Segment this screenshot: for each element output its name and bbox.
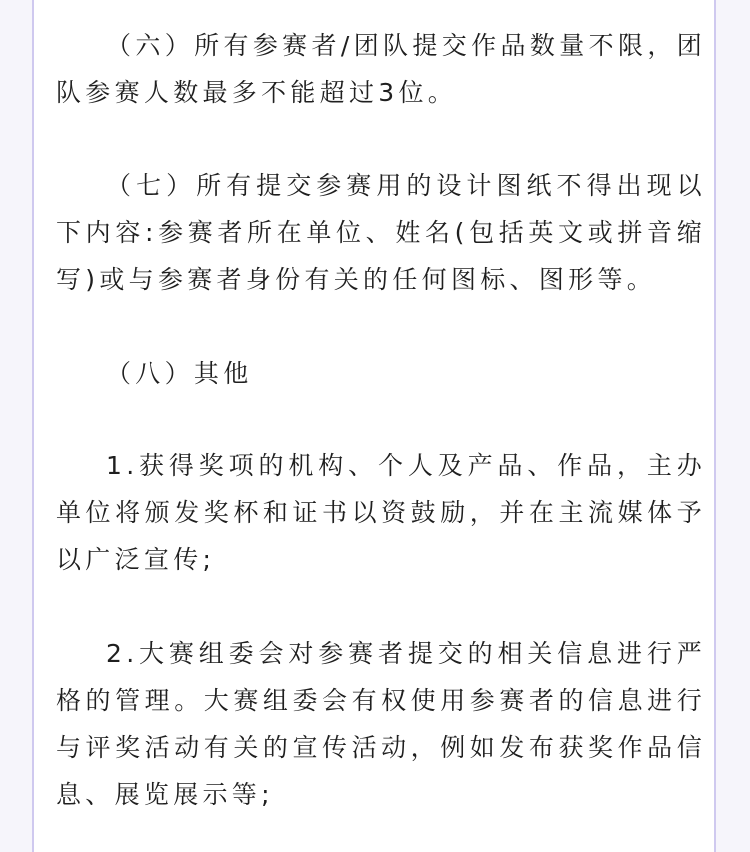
paragraph-information-management: 2.大赛组委会对参赛者提交的相关信息进行严格的管理。大赛组委会有权使用参赛者的信息进行与评奖活动有关的宣传活动，例如发布获奖作品信息、展览展示等; [56, 639, 706, 809]
section-heading-other: （八）其他 [106, 359, 253, 388]
paragraph-participant-limit: （六）所有参赛者/团队提交作品数量不限，团队参赛人数最多不能超过3位。 [56, 31, 706, 107]
article-card [32, 0, 716, 852]
paragraph-drawing-restrictions: （七）所有提交参赛用的设计图纸不得出现以下内容:参赛者所在单位、姓名(包括英文或拼音缩写)或与参赛者身份有关的任何图标、图形等。 [56, 171, 706, 294]
paragraph-awards: 1.获得奖项的机构、个人及产品、作品，主办单位将颁发奖杯和证书以资鼓励，并在主流媒体予以广泛宣传; [56, 451, 706, 574]
